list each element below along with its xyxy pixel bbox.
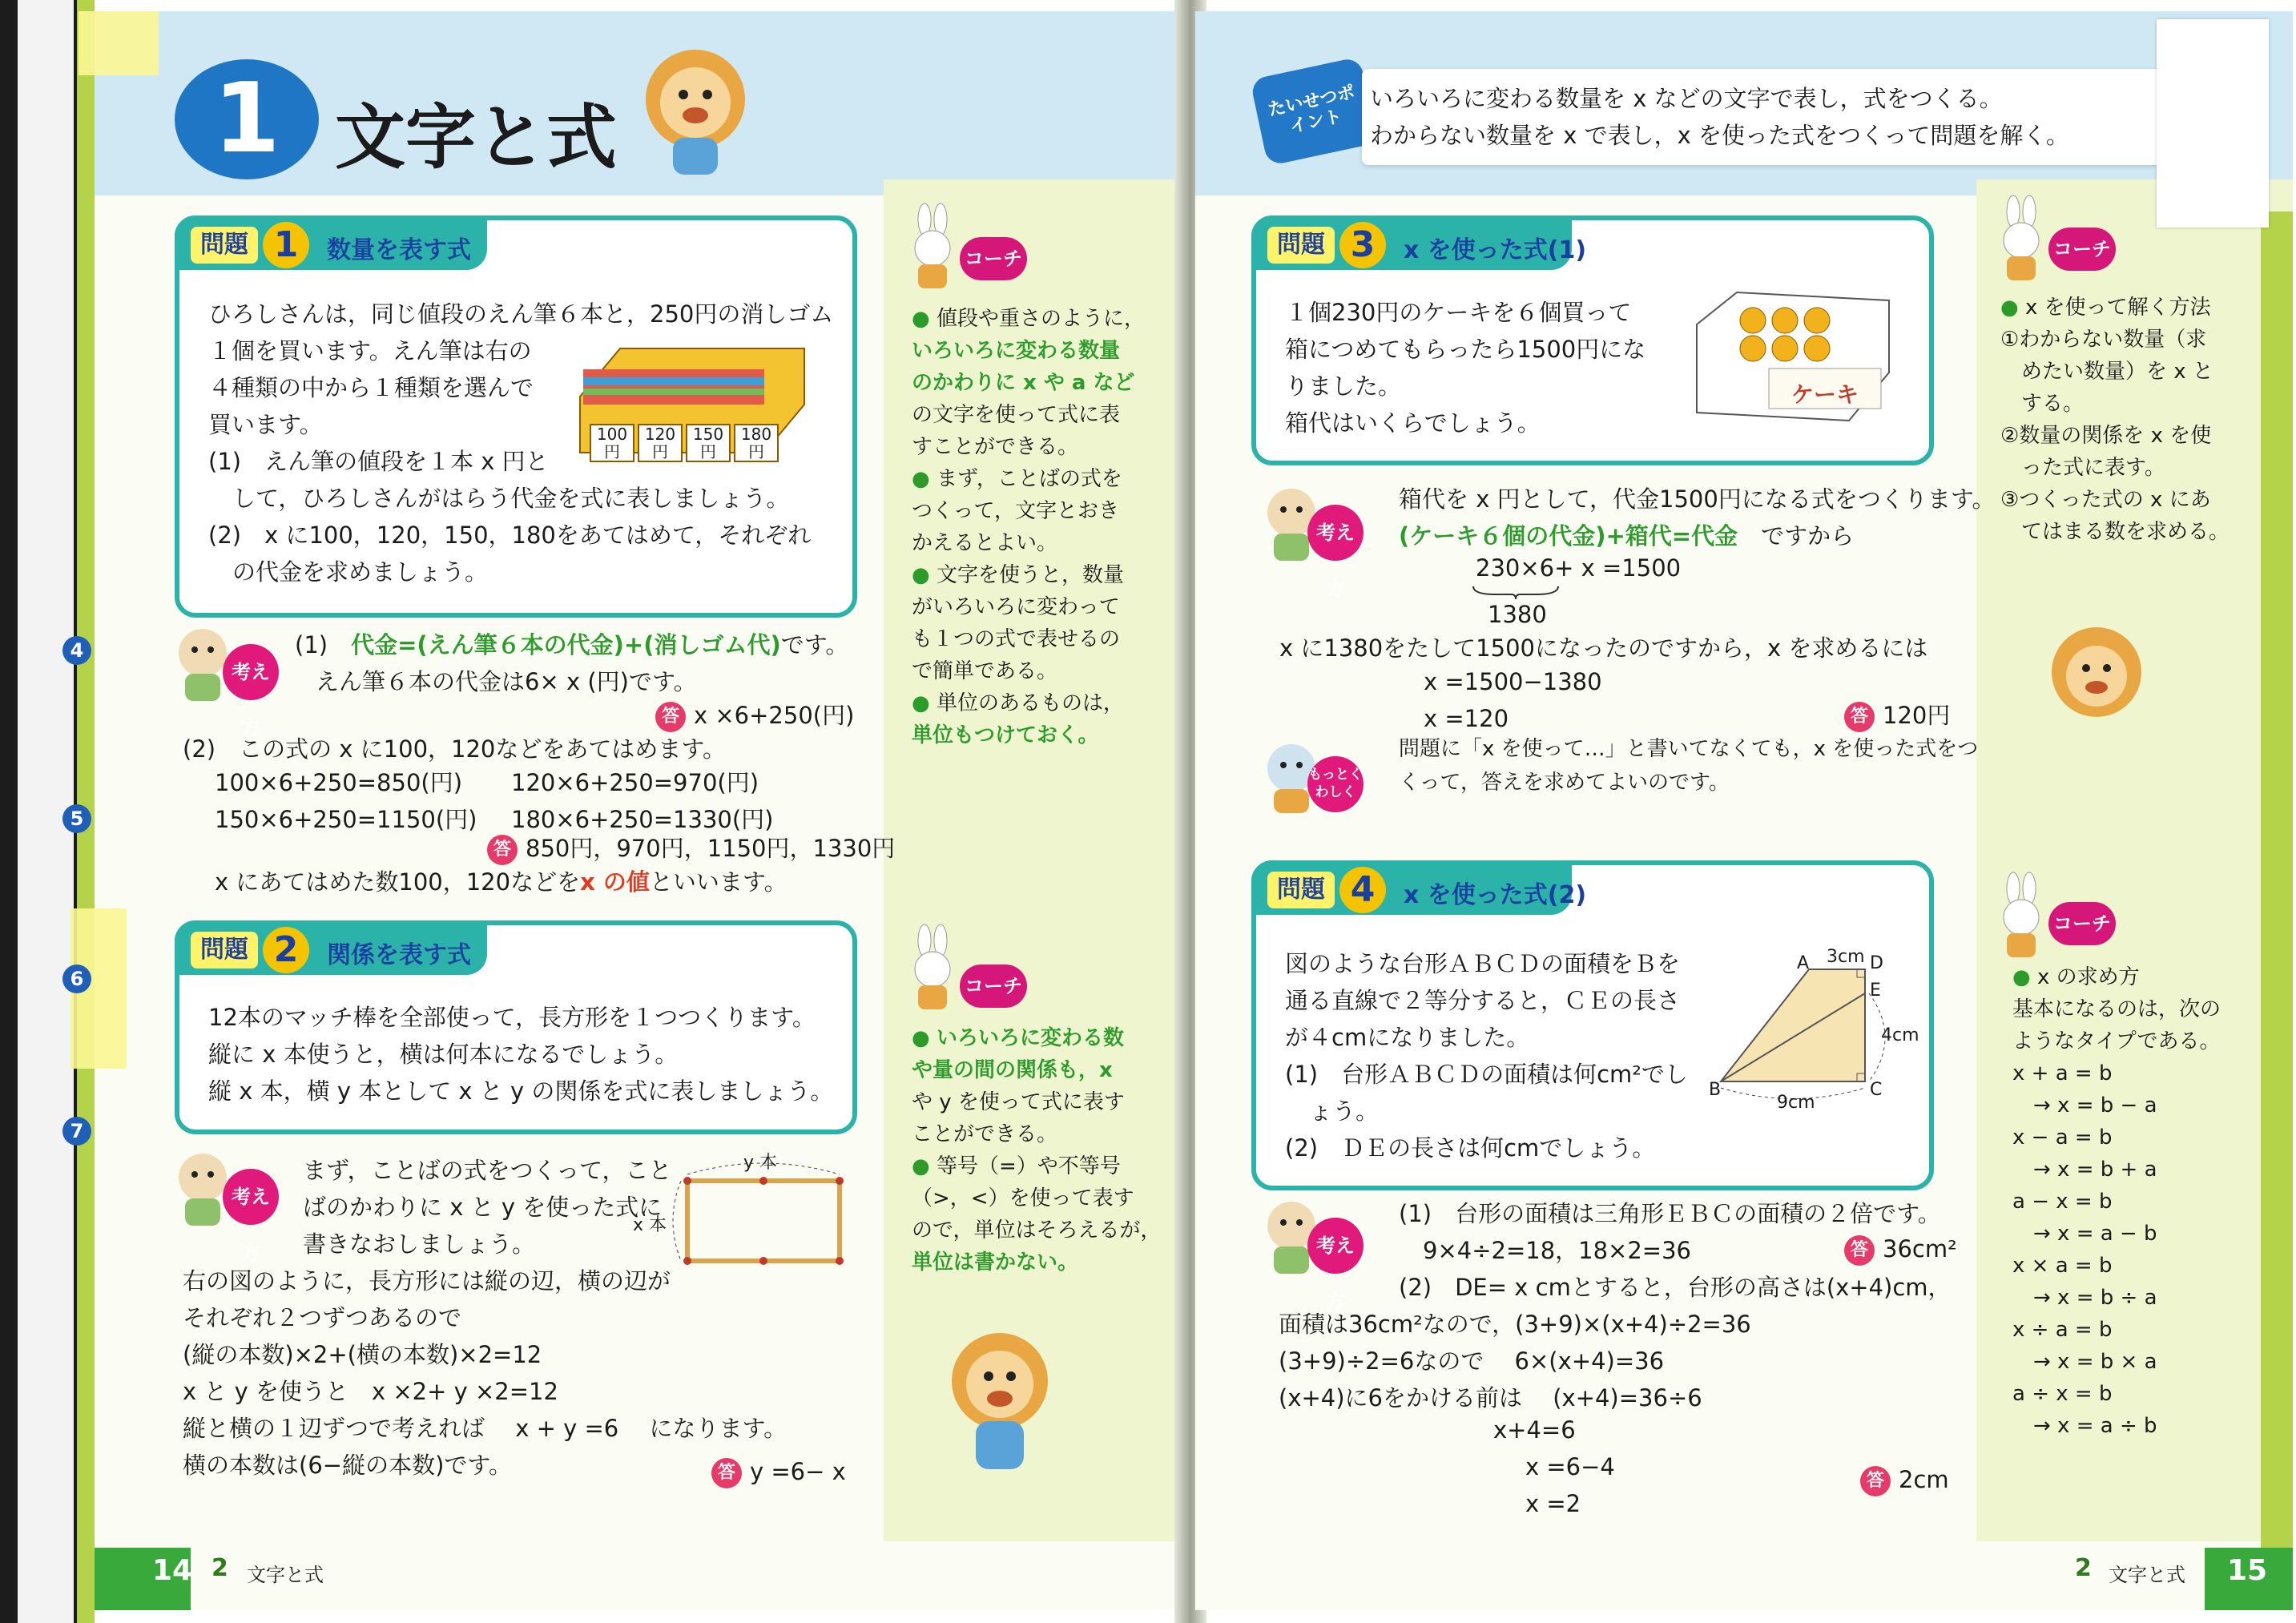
coach-line	[2000, 516, 2230, 548]
coach-line	[2012, 993, 2221, 1025]
problem-title: 関係を表す式	[327, 941, 471, 969]
page-number: 14	[152, 1554, 193, 1587]
coach-line	[2000, 292, 2230, 324]
coach-line-text: ②数量の関係を x を使	[2000, 424, 2212, 448]
coach-line	[912, 591, 1145, 623]
paper-tab	[2157, 19, 2269, 228]
coach-line	[912, 1182, 1161, 1214]
coach-line	[912, 1246, 1161, 1279]
coach-line	[2012, 1025, 2221, 1057]
fig-label-e: E	[1870, 981, 1881, 1001]
fig-label-top-length: 3cm	[1827, 947, 1865, 967]
problem-number: 2	[263, 927, 309, 973]
coach-line	[2000, 356, 2230, 388]
text-line: ひろしさんは，同じ値段のえん筆６本と，250円の消しゴム	[208, 300, 834, 328]
text-line: 問題に「x を使って…」と書いてなくても，x を使った式をつ	[1399, 737, 1979, 761]
answer-2	[711, 1453, 846, 1490]
problem-label: 問題	[191, 932, 258, 969]
equation: x =120	[1424, 705, 1509, 732]
problem-title: 数量を表す式	[327, 236, 471, 264]
coach-line-text: や量の間の関係も，x	[912, 1058, 1113, 1082]
coach-line	[912, 399, 1145, 431]
lion-mascot-icon	[2044, 620, 2149, 732]
text-line: 9×4÷2=18，18×2=36	[1423, 1237, 1692, 1264]
equation: 230×6+ x =1500	[1476, 554, 1682, 582]
coach-line-text: すことができる。	[912, 435, 1079, 459]
text-line: (1) えん筆の値段を１本 x 円と	[208, 448, 549, 475]
fig-label-b: B	[1709, 1080, 1722, 1100]
coach-line	[912, 1022, 1161, 1054]
problem-3-text	[1285, 294, 1645, 441]
equation: x =6−4	[1525, 1453, 1615, 1480]
coach-line-text: ③つくった式の x にあ	[2000, 488, 2211, 512]
text-span: x にあてはめた数100，120などを	[215, 868, 581, 896]
taisetsu-point-badge: たいせつポイント	[1266, 83, 1357, 138]
bullet-icon: ●	[912, 1026, 937, 1050]
text-line: x に1380をたして1500になったのですから，x を求めるには	[1279, 634, 1928, 662]
text-line: 通る直線で２等分すると，ＣＥの長さ	[1285, 987, 1681, 1014]
footer-chapter-no: 2	[2075, 1554, 2092, 1582]
problem-2-text	[208, 999, 833, 1110]
coach-badge: コーチ	[960, 237, 1027, 280]
answer-mark: 答	[487, 835, 518, 865]
problem-number: 4	[1339, 867, 1386, 913]
problem-4-text	[1285, 945, 1688, 1166]
footer-title: 文字と式	[2109, 1564, 2185, 1586]
answer-3	[1844, 697, 1950, 734]
kangaekata-3-eqs	[1424, 663, 1602, 737]
coach-line-text: てはまる数を求める。	[2000, 520, 2230, 544]
coach-line-text: のかわりに x や a など	[912, 371, 1135, 395]
coach-line-text: する。	[2000, 392, 2085, 416]
coach-line-text: 単位もつけておく。	[912, 723, 1099, 747]
coach-line-text: の文字を使って式に表	[912, 403, 1121, 427]
text-line: (1) 台形ＡＢＣＤの面積は何cm²でし	[1285, 1061, 1688, 1088]
text-line: それぞれ２つずつあるので	[183, 1304, 462, 1331]
text-line: ばのかわりに x と y を使った式に	[303, 1194, 663, 1221]
coach-line	[2012, 1378, 2221, 1410]
calc-line: 120×6+250=970(円)	[511, 769, 759, 796]
term-x-value: x の値	[580, 868, 650, 896]
answer-4-2	[1860, 1461, 1949, 1498]
figure-label-top: y 本	[743, 1153, 778, 1173]
text-line: (2) DE= x cmとすると，台形の高さは(x+4)cm，	[1399, 1274, 1952, 1301]
text-line	[295, 626, 848, 663]
coach-4-text	[2012, 961, 2221, 1442]
text-line: 箱代を x 円として，代金1500円になる式をつくります。	[1399, 485, 1996, 513]
coach-line	[912, 655, 1145, 687]
lion-mascot-icon	[639, 43, 751, 179]
price-label: 100円	[590, 424, 634, 462]
coach-line	[912, 1086, 1161, 1118]
text-line: 右の図のように，長方形には縦の辺，横の辺が	[183, 1267, 671, 1295]
footer-title: 文字と式	[247, 1564, 324, 1586]
coach-line	[912, 559, 1145, 591]
answer-mark: 答	[1860, 1466, 1891, 1496]
text-line: 12本のマッチ棒を全部使って，長方形を１つつくります。	[208, 1004, 816, 1031]
coach-line	[2012, 1057, 2221, 1089]
coach-line	[912, 303, 1145, 335]
chapter-edge-tab[interactable]: 7	[62, 1117, 91, 1146]
coach-line	[912, 1150, 1161, 1182]
kangaekata-4-solve	[1493, 1412, 1615, 1522]
text-line: 面積は36cm²なので，(3+9)×(x+4)÷2=36	[1279, 1311, 1751, 1338]
coach-line	[912, 1054, 1161, 1086]
coach-line-text: x を使って解く方法	[2024, 296, 2211, 320]
text-line: ４種類の中から１種類を選んで	[208, 374, 534, 401]
coach-line	[2000, 388, 2230, 420]
coach-line	[2012, 1346, 2221, 1378]
page-number: 15	[2227, 1554, 2268, 1587]
coach-line	[2012, 1314, 2221, 1346]
text-line: が４cmになりました。	[1285, 1024, 1530, 1051]
coach-line-text: も１つの式で表せるの	[912, 627, 1121, 651]
text-line: して，ひろしさんがはらう代金を式に表しましょう。	[232, 485, 790, 512]
equation: x+4=6	[1493, 1416, 1576, 1444]
left-page	[70, 11, 1184, 1610]
x-value-note	[215, 864, 787, 900]
kangaekata-2-top	[303, 1152, 672, 1263]
point-box	[1362, 69, 2219, 165]
kangaekata-3	[1399, 481, 1996, 554]
text-span: ですから	[1761, 522, 1855, 550]
problem-number: 3	[1339, 222, 1386, 268]
answer-4-1	[1844, 1230, 1957, 1267]
text-line: 書きなおしましょう。	[303, 1230, 536, 1258]
answer-mark: 答	[711, 1458, 742, 1488]
bullet-icon: ●	[2012, 965, 2037, 989]
kangaekata-1	[295, 626, 848, 700]
text-line: (2) この式の x に100，120などをあてはめます。	[183, 735, 727, 763]
problem-1-box	[175, 215, 857, 618]
price-label: 180円	[734, 424, 779, 462]
answer-mark: 答	[655, 702, 686, 732]
coach-line	[912, 719, 1145, 751]
answer-text: 36cm²	[1883, 1235, 1957, 1263]
problem-number: 1	[263, 222, 309, 268]
price-label: 120円	[638, 424, 683, 462]
kangaekata-1-cont	[183, 731, 726, 767]
bullet-icon: ●	[2000, 296, 2025, 320]
bullet-icon: ●	[912, 467, 937, 491]
page-edge-stripe	[2261, 211, 2293, 1557]
text-line: １個230円のケーキを６個買って	[1285, 299, 1632, 326]
coach-line	[2012, 1410, 2221, 1442]
coach-line-text: で簡単である。	[912, 659, 1058, 683]
answer-1-1	[655, 697, 854, 734]
problem-label: 問題	[191, 227, 258, 264]
bullet-icon: ●	[912, 307, 937, 331]
coach-line	[2000, 452, 2230, 484]
coach-line	[2000, 420, 2230, 452]
coach-line	[912, 1118, 1161, 1150]
coach-line	[912, 367, 1145, 399]
text-line: x と y を使うと x ×2+ y ×2=12	[183, 1378, 558, 1405]
fig-label-bottom-length: 9cm	[1777, 1093, 1815, 1113]
rabbit-mascot-icon	[904, 203, 960, 292]
coach-line-text: → x = b − a	[2012, 1093, 2157, 1118]
problem-3-box	[1251, 215, 1934, 465]
sticky-note	[79, 11, 159, 75]
footer-chapter-no: 2	[211, 1554, 228, 1582]
coach-line	[912, 687, 1145, 719]
coach-line-text: や y を使って式に表す	[912, 1090, 1125, 1114]
text-line: りました。	[1285, 373, 1402, 400]
coach-line-text: 文字を使うと，数量	[936, 563, 1124, 587]
chapter-number: 1	[175, 59, 319, 179]
coach-line	[2012, 1089, 2221, 1122]
answer-1-2	[487, 830, 895, 867]
matchstick-rectangle-figure	[647, 1157, 856, 1277]
coach-1-text	[912, 303, 1145, 751]
text-line: えん筆６本の代金は6× x (円)です。	[316, 668, 697, 695]
problem-2-box	[175, 920, 857, 1134]
more-detail-text	[1399, 732, 1978, 799]
text-line: (3+9)÷2=6なので 6×(x+4)=36	[1279, 1347, 1665, 1375]
bullet-icon: ●	[912, 563, 937, 587]
text-line: いろいろに変わる数量を x などの文字で表し，式をつくる。	[1370, 85, 2003, 112]
coach-badge: コーチ	[2048, 228, 2116, 271]
coach-line	[912, 431, 1145, 463]
calc-col-2	[511, 764, 773, 838]
coach-line-text: ことができる。	[912, 1122, 1058, 1146]
coach-line	[912, 335, 1145, 367]
coach-line-text: （>，<）を使って表す	[912, 1186, 1134, 1210]
coach-line	[2012, 1250, 2221, 1282]
coach-2-text	[912, 1022, 1161, 1279]
coach-line	[912, 527, 1145, 559]
coach-line	[2012, 1186, 2221, 1218]
text-line: くって，答えを求めてよいのです。	[1399, 771, 1730, 795]
answer-mark: 答	[1844, 1235, 1875, 1266]
bullet-icon: ●	[912, 691, 937, 715]
coach-line-text: x ÷ a = b	[2012, 1318, 2113, 1342]
rabbit-mascot-icon	[1992, 872, 2048, 961]
right-page	[1195, 11, 2293, 1610]
problem-title: x を使った式(2)	[1404, 881, 1587, 909]
coach-line-text: → x = a ÷ b	[2012, 1414, 2157, 1438]
coach-line-text: x × a = b	[2012, 1254, 2113, 1278]
chapter-edge-tab[interactable]: 4	[62, 636, 91, 665]
text-line: (縦の本数)×2+(横の本数)×2=12	[183, 1341, 542, 1368]
coach-line	[912, 1214, 1161, 1246]
text-line: (2) ＤＥの長さは何cmでしょう。	[1285, 1134, 1656, 1162]
fig-label-side-length: 4cm	[1881, 1025, 1919, 1045]
rabbit-mascot-icon	[1992, 195, 2048, 284]
coach-line-text: いろいろに変わる数量	[912, 339, 1121, 363]
calc-col-1	[215, 764, 477, 838]
coach-line-text: めたい数量）を x と	[2000, 360, 2213, 384]
cake-label: ケーキ	[1791, 381, 1859, 408]
price-label: 150円	[686, 424, 731, 462]
coach-line-text: った式に表す。	[2000, 456, 2165, 480]
text-line: 箱代はいくらでしょう。	[1285, 409, 1541, 437]
coach-badge: コーチ	[2048, 902, 2116, 945]
text-line: ょう。	[1309, 1097, 1380, 1125]
coach-line-text: → x = a − b	[2012, 1222, 2157, 1246]
fig-label-d: D	[1870, 953, 1883, 973]
item-no: (1)	[295, 631, 328, 658]
text-line: (1) 台形の面積は三角形ＥＢＣの面積の２倍です。	[1399, 1200, 1941, 1227]
coach-line-text: ようなタイプである。	[2012, 1029, 2221, 1053]
coach-line	[2012, 1154, 2221, 1186]
text-line: 縦と横の１辺ずつで考えれば x + y =6 になります。	[183, 1415, 787, 1442]
answer-text: 2cm	[1899, 1466, 1949, 1493]
coach-line	[2000, 324, 2230, 356]
problem-label: 問題	[1267, 227, 1335, 264]
lion-mascot-icon	[944, 1325, 1056, 1477]
kangaekata-4-body	[1279, 1306, 1751, 1416]
figure-label-left: x 本	[633, 1215, 667, 1235]
chapter-edge-tab[interactable]: 6	[62, 965, 91, 993]
kangaekata-badge: 考え方	[1307, 1218, 1364, 1274]
text-line: (x+4)に6をかける前は (x+4)=36÷6	[1279, 1384, 1702, 1412]
coach-line-text: がいろいろに変わって	[912, 595, 1120, 619]
answer-text: 120円	[1883, 702, 1951, 729]
coach-line-text: ので，単位はそろえるが，	[912, 1218, 1162, 1242]
coach-line-text: 値段や重さのように，	[936, 307, 1145, 331]
answer-text: y =6− x	[750, 1458, 846, 1485]
rabbit-mascot-icon	[904, 924, 960, 1013]
text-line: １個を買います。えん筆は右の	[208, 337, 532, 364]
coach-line	[912, 463, 1145, 495]
coach-line-text: 等号（=）や不等号	[936, 1154, 1121, 1178]
text-line: 横の本数は(6−縦の本数)です。	[183, 1452, 513, 1479]
text-line: まず，ことばの式をつくって，こと	[303, 1157, 672, 1184]
problem-4-box	[1251, 860, 1934, 1190]
kangaekata-badge: 考え方	[223, 644, 279, 700]
chapter-edge-tab[interactable]: 5	[62, 804, 91, 833]
fig-label-c: C	[1870, 1080, 1883, 1100]
text-line: 箱につめてもらったら1500円にな	[1285, 336, 1646, 363]
coach-line	[2012, 961, 2221, 993]
coach-line-text: x の求め方	[2036, 965, 2140, 989]
motto-kuwashiku-badge: もっとくわしく	[1307, 756, 1364, 812]
coach-line-text: → x = b × a	[2012, 1350, 2157, 1374]
text-line: 縦に x 本使うと，横は何本になるでしょう。	[208, 1041, 679, 1068]
coach-line	[2012, 1282, 2221, 1314]
calc-line: 180×6+250=1330(円)	[511, 806, 774, 833]
equation: x =1500−1380	[1424, 668, 1602, 695]
bullet-icon: ●	[912, 1154, 937, 1178]
coach-3-text	[2000, 292, 2230, 548]
calc-line: 100×6+250=850(円)	[215, 769, 463, 796]
kangaekata-badge: 考え方	[223, 1169, 279, 1225]
kangaekata-2-body	[183, 1263, 787, 1484]
coach-line-text: a ÷ x = b	[2012, 1382, 2113, 1406]
coach-line-text: かえるとよい。	[912, 531, 1058, 555]
problem-label: 問題	[1267, 872, 1335, 908]
problem-title: x を使った式(1)	[1404, 236, 1587, 264]
equation: x =2	[1525, 1490, 1581, 1517]
coach-line-text: 単位のあるものは，	[936, 691, 1124, 715]
coach-line	[2012, 1218, 2221, 1250]
answer-mark: 答	[1844, 702, 1875, 732]
text-span: といいます。	[649, 868, 787, 896]
kangaekata-badge: 考え方	[1307, 505, 1364, 561]
text-line: 図のような台形ＡＢＣＤの面積をＢを	[1285, 950, 1681, 977]
text-line: 買います。	[208, 411, 323, 438]
answer-text: x ×6+250(円)	[694, 702, 855, 729]
coach-line-text: いろいろに変わる数	[936, 1026, 1124, 1050]
point-text	[1370, 80, 2069, 154]
coach-line-text: a − x = b	[2012, 1190, 2113, 1214]
coach-line-text: 基本になるのは，次の	[2012, 997, 2221, 1021]
coach-line-text: まず，ことばの式を	[936, 467, 1122, 491]
coach-line-text: x + a = b	[2012, 1061, 2113, 1085]
coach-line	[2000, 484, 2230, 516]
coach-line	[2012, 1122, 2221, 1154]
text-line: わからない数量を x で表し，x を使った式をつくって問題を解く。	[1370, 122, 2069, 149]
fig-label-a: A	[1797, 953, 1810, 973]
coach-badge: コーチ	[960, 965, 1027, 1008]
highlight-text: (ケーキ６個の代金)+箱代=代金	[1399, 522, 1738, 550]
coach-line-text: 単位は書かない。	[912, 1250, 1079, 1275]
coach-line-text: → x = b ÷ a	[2012, 1286, 2157, 1310]
coach-line	[912, 623, 1145, 655]
coach-line-text: x − a = b	[2012, 1126, 2113, 1150]
highlight-text: 代金=(えん筆６本の代金)+(消しゴム代)	[351, 631, 781, 658]
equation-sub: 1380	[1488, 601, 1547, 628]
text-line: の代金を求めましょう。	[232, 558, 489, 586]
text-span: です。	[780, 631, 849, 658]
answer-text: 850円，970円，1150円，1330円	[526, 835, 896, 862]
calc-line: 150×6+250=1150(円)	[215, 806, 477, 833]
text-line: 縦 x 本，横 y 本として x と y の関係を式に表しましょう。	[208, 1077, 834, 1105]
coach-line-text: つくって，文字とおき	[912, 499, 1119, 523]
text-line: (2) x に100，120，150，180をあてはめて，それぞれ	[208, 522, 812, 549]
chapter-title: 文字と式	[335, 96, 618, 179]
price-labels	[590, 424, 779, 462]
coach-line	[912, 495, 1145, 527]
coach-line-text: → x = b + a	[2012, 1158, 2157, 1182]
coach-line-text: ①わからない数量（求	[2000, 328, 2207, 352]
